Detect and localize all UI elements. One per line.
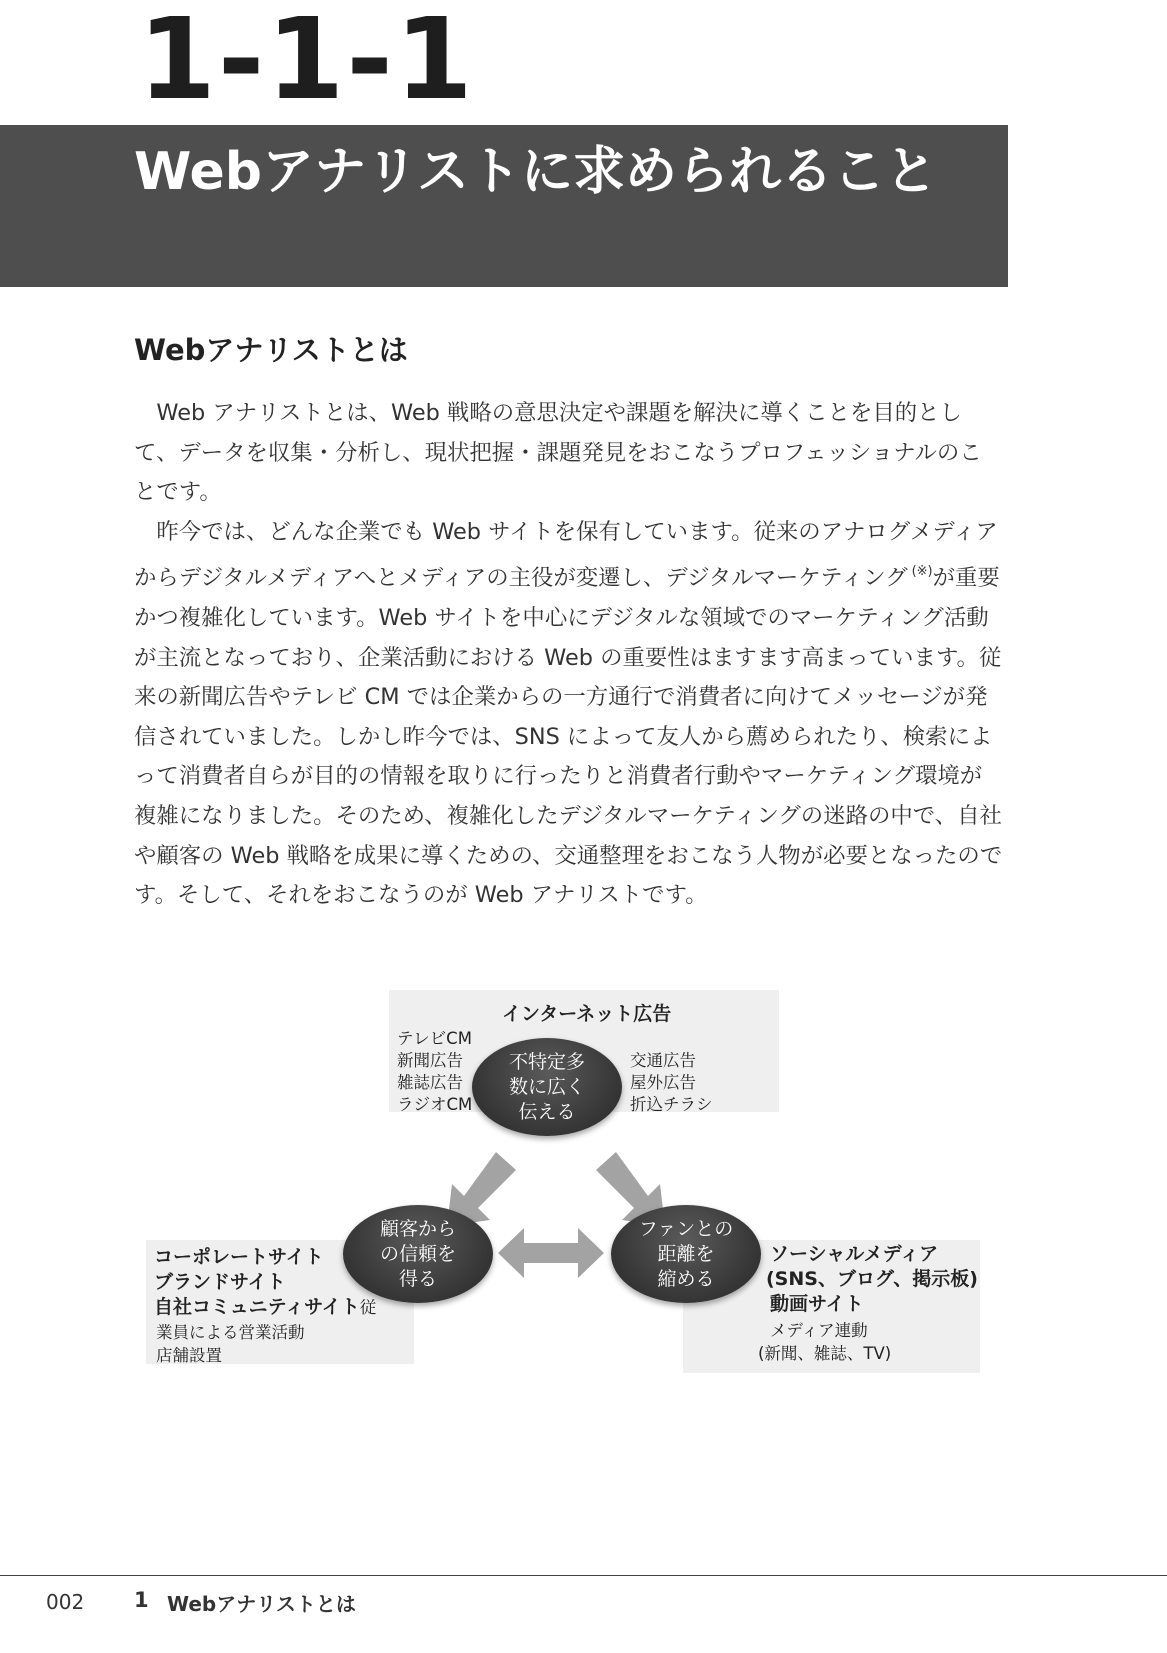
owned-media-item-tail: 従 xyxy=(359,1298,377,1317)
paragraph-2-part-b: が重要かつ複雑化しています。Web サイトを中心にデジタルな領域でのマーケティング活動が主流となっており、企業活動における Web の重要性はますます高まっています。従来の新聞広告やテレビ CM では企業からの一方通行で消費者に向けてメッセージが発信されていました。しかし昨今では、SNS によって友人から薦められたり、検索によって消費者自らが目的の情報を取りに行ったりと消費者行動やマーケティング環境が複雑になりました。そのため、複雑化したデジタルマーケティングの迷路の中で、自社や顧客の Web 戦略を成果に導くための、交通整理をおこなう人物が必要となったのです。そして、それをおこなうのが Web アナリストです。 xyxy=(134,565,1003,909)
close-distance-ellipse xyxy=(611,1205,761,1303)
internet-ad-heading: インターネット広告 xyxy=(502,1003,672,1025)
owned-media-item xyxy=(154,1295,376,1320)
footer-chapter-title: Webアナリストとは xyxy=(167,1592,356,1616)
top-right-item: 交通広告 xyxy=(630,1051,696,1070)
top-left-item: 新聞広告 xyxy=(397,1051,463,1070)
paragraph-1: Web アナリストとは、Web 戦略の意思決定や課題を解決に導くことを目的として、データを収集・分析し、現状把握・課題発見をおこなうプロフェッショナルのことです。 xyxy=(134,400,982,506)
social-media-item: ソーシャルメディア xyxy=(770,1243,939,1265)
close-distance-line: ファンとの xyxy=(638,1217,734,1240)
top-left-item: ラジオCM xyxy=(397,1095,473,1114)
top-right-item: 屋外広告 xyxy=(630,1073,696,1092)
reach-broadly-line: 不特定多 xyxy=(508,1050,585,1073)
top-right-item: 折込チラシ xyxy=(630,1095,713,1114)
chapter-title-band xyxy=(0,125,1008,287)
top-left-item: テレビCM xyxy=(397,1029,472,1048)
gain-trust-ellipse xyxy=(343,1205,493,1303)
paragraph-2 xyxy=(134,513,1004,916)
marketing-diagram xyxy=(0,990,1167,1390)
gain-trust-line: 得る xyxy=(398,1267,437,1290)
footer-chapter-number: 1 xyxy=(134,1588,149,1612)
arrow-bidirectional xyxy=(498,1228,604,1278)
close-distance-line: 距離を xyxy=(657,1242,715,1265)
social-media-item: 動画サイト xyxy=(770,1293,864,1315)
footnote-mark: (※) xyxy=(911,564,933,580)
owned-media-sub-item: 店舗設置 xyxy=(156,1346,222,1365)
chapter-title: Webアナリストに求められること xyxy=(134,142,937,202)
social-media-sub-item: メディア連動 xyxy=(770,1321,868,1340)
page-number: 002 xyxy=(46,1590,85,1614)
social-media-item: (SNS、ブログ、掲示板) xyxy=(766,1268,978,1290)
reach-broadly-line: 数に広く xyxy=(508,1075,585,1098)
owned-media-item: ブランドサイト xyxy=(154,1271,286,1293)
section-heading: Webアナリストとは xyxy=(134,333,408,367)
chapter-number: 1-1-1 xyxy=(138,0,475,125)
gain-trust-line: 顧客から xyxy=(379,1217,456,1240)
footer-rule xyxy=(0,1575,1167,1576)
owned-media-item-text: 自社コミュニティサイト xyxy=(154,1296,360,1318)
body-text xyxy=(134,394,1004,916)
gain-trust-line: の信頼を xyxy=(379,1242,456,1265)
reach-broadly-ellipse xyxy=(472,1038,622,1136)
owned-media-item: コーポレートサイト xyxy=(154,1246,324,1268)
social-media-sub-item: (新聞、雑誌、TV) xyxy=(758,1344,892,1363)
close-distance-line: 縮める xyxy=(657,1267,715,1290)
paragraph-2-part-a: 昨今では、どんな企業でも Web サイトを保有しています。従来のアナログメディアからデジタルメディアへとメディアの主役が変遷し、デジタルマーケティング xyxy=(134,518,998,592)
top-left-item: 雑誌広告 xyxy=(397,1073,463,1092)
reach-broadly-line: 伝える xyxy=(518,1100,576,1123)
owned-media-sub-item: 業員による営業活動 xyxy=(156,1323,305,1342)
